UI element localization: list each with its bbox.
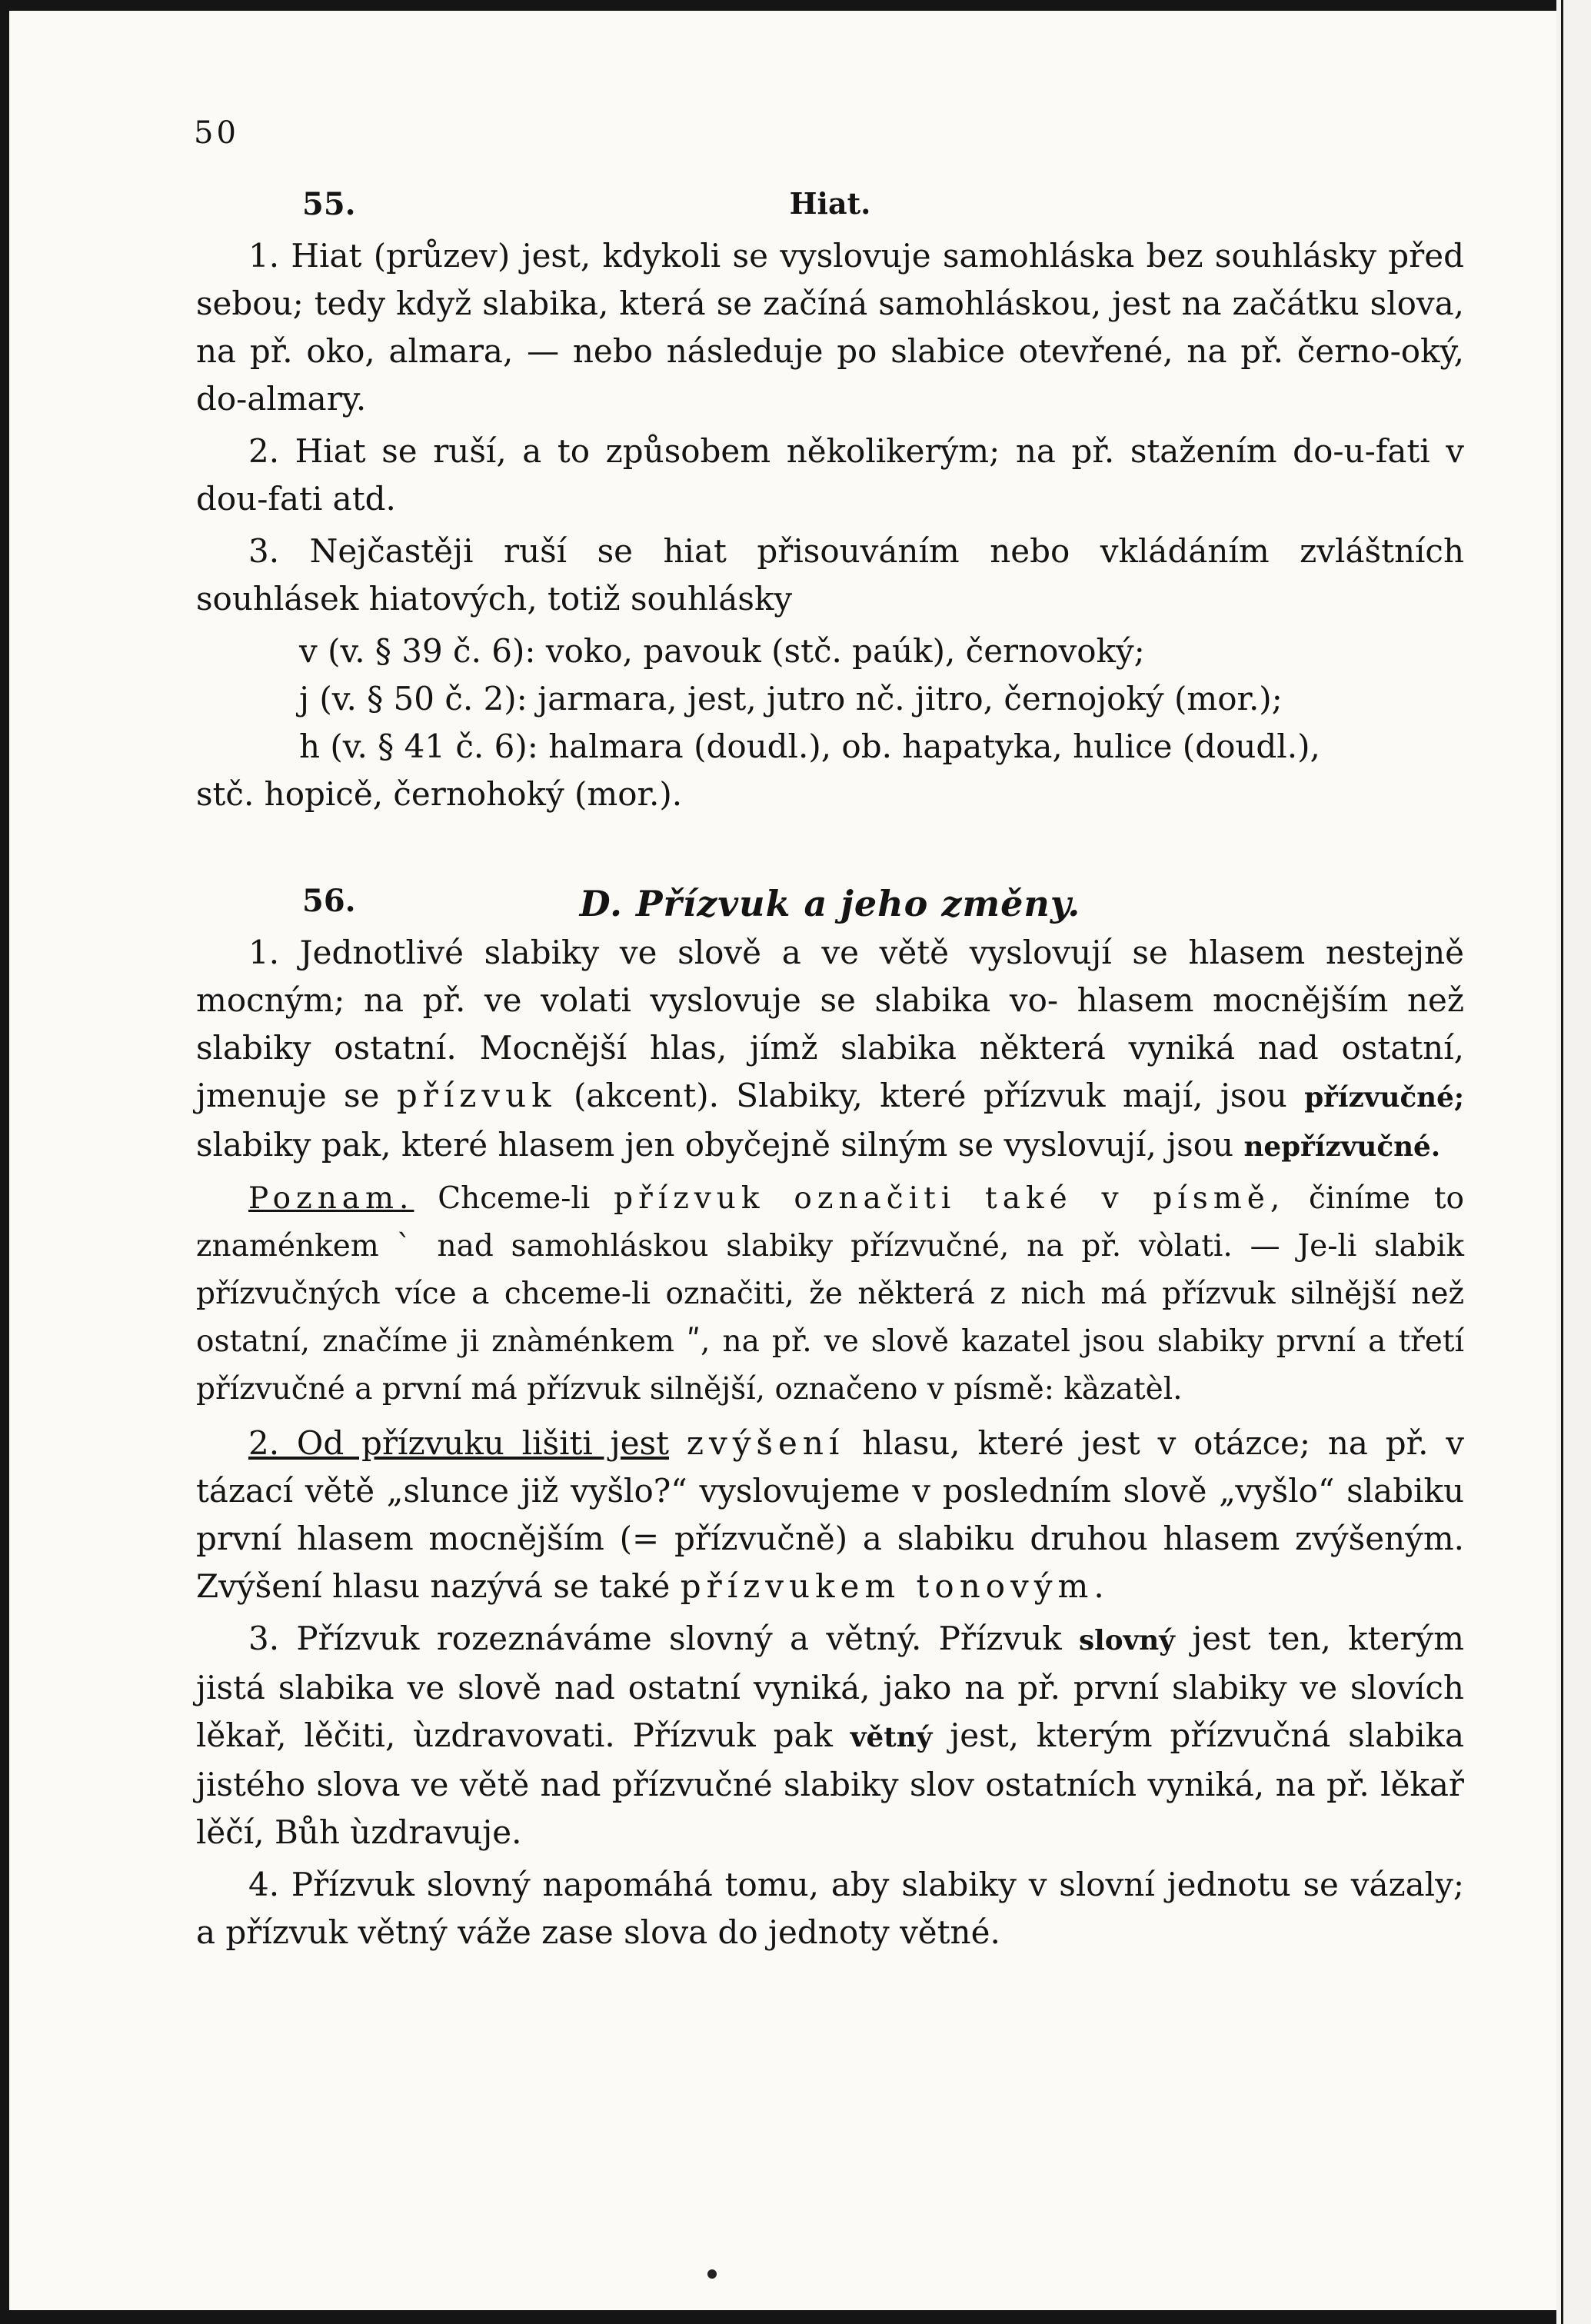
section-55-paragraph-2: 2. Hiat se ruší, a to způsobem několikerým; na př. stažením do-u-fati v dou-fati atd. bbox=[196, 432, 1464, 518]
page-edge bbox=[1556, 0, 1591, 2324]
example-v: v (v. § 39 č. 6): voko, pavouk (stč. paúk), černovoký; bbox=[299, 632, 1145, 670]
section-55 bbox=[196, 186, 1464, 818]
paragraph-3-text-c: jest, kterým přízvučná slabika jistého slova ve větě nad přízvučné slabiky slov ostatních vyniká, na př. lěkař lěčí, Bůh ùzdravuje. bbox=[196, 1716, 1464, 1851]
paragraph-3-text-b: jest ten, kterým jistá slabika ve slově nad ostatní vyniká, jako na př. první slabiky ve slovích lěkař, lěčiti, ùzdravovati. Přízvuk pak bbox=[196, 1620, 1464, 1754]
paragraph-1-text-a: 1. Jednotlivé slabiky ve slově a ve větě vyslovují se hlasem nestejně mocným; na př. ve volati vyslovuje se slabika vo- hlasem mocnějším než slabiky ostatní. Mocnější hlas, jímž slabika některá vyniká nad ostatní, jmenuje se bbox=[196, 934, 1464, 1114]
term-neprizvucne: nepřízvučné. bbox=[1243, 1130, 1441, 1163]
section-55-title: Hiat. bbox=[789, 186, 871, 221]
example-j: j (v. § 50 č. 2): jarmara, jest, jutro nč. jitro, černojoký (mor.); bbox=[299, 680, 1283, 718]
paragraph-2-text-b: hlasu, které jest v otázce; na př. v tázací větě „slunce již vyšlo?“ vyslovujeme v posledním slově „vyšlo“ slabiku první hlasem mocnějším (= přízvučně) a slabiku druhou hlasem zvýšeným. Zvýšení hlasu nazývá se také bbox=[196, 1424, 1464, 1605]
paragraph-1-text-b: (akcent). Slabiky, které přízvuk mají, jsou bbox=[574, 1077, 1287, 1114]
section-55-number: 55. bbox=[302, 186, 356, 222]
section-56-title: D. Přízvuk a jeho změny. bbox=[579, 883, 1081, 924]
paragraph-1-text-c: slabiky pak, které hlasem jen obyčejně silným se vyslovují, jsou bbox=[196, 1126, 1234, 1164]
term-zvyseni: zvýšení bbox=[686, 1424, 845, 1462]
remark-text-a: Chceme-li bbox=[438, 1181, 591, 1216]
example-h: h (v. § 41 č. 6): halmara (doudl.), ob. hapatyka, hulice (doudl.), bbox=[299, 727, 1320, 765]
page-number: 50 bbox=[194, 115, 239, 151]
ink-speck bbox=[707, 2269, 717, 2279]
remark-spaced-text: přízvuk označiti také v písmě, bbox=[614, 1181, 1286, 1216]
remark-label: Poznam. bbox=[248, 1181, 414, 1216]
section-56-heading bbox=[196, 883, 1464, 929]
example-stc: stč. hopicě, černohoký (mor.). bbox=[196, 775, 683, 813]
section-56-paragraph-2 bbox=[196, 1420, 1464, 1610]
section-56-paragraph-3 bbox=[196, 1615, 1464, 1856]
section-55-heading bbox=[196, 186, 1464, 232]
term-slovny: slovný bbox=[1079, 1624, 1175, 1656]
paragraph-2-text-a: 2. Od přízvuku lišiti jest bbox=[248, 1424, 669, 1462]
remark-text-b: činíme to znaménkem ˋ nad samohláskou slabiky přízvučné, na př. vòlati. — Je-li slabik přízvučných více a chceme-li označiti, že některá z nich má přízvuk silnější než ostatní, značíme ji znàménkem ʺ, na př. ve slově kazatel jsou slabiky první a třetí přízvučné a první má přízvuk silnější, označeno v písmě: kȁzatèl. bbox=[196, 1181, 1464, 1407]
section-56-paragraph-1 bbox=[196, 929, 1464, 1170]
term-prizvuk: přízvuk bbox=[396, 1077, 557, 1114]
section-56-number: 56. bbox=[302, 883, 356, 919]
book-page bbox=[9, 11, 1556, 2310]
section-55-paragraph-1: 1. Hiat (průzev) jest, kdykoli se vyslovuje samohláska bez souhlásky před sebou; tedy když slabika, která se začíná samohláskou, jest na začátku slova, na př. oko, almara, — nebo následuje po slabice otevřené, na př. černo-oký, do-almary. bbox=[196, 237, 1464, 418]
section-56 bbox=[196, 883, 1464, 1961]
term-vetny: větný bbox=[850, 1721, 933, 1753]
term-prizvuk-tonovy: přízvukem tonovým. bbox=[680, 1567, 1110, 1605]
paragraph-3-text-a: 3. Přízvuk rozeznáváme slovný a větný. Přízvuk bbox=[248, 1620, 1062, 1657]
remark-note bbox=[196, 1175, 1464, 1413]
term-prizvucne: přízvučné; bbox=[1304, 1081, 1465, 1114]
section-56-paragraph-4: 4. Přízvuk slovný napomáhá tomu, aby slabiky v slovní jednotu se vázaly; a přízvuk větný váže zase slova do jednoty větné. bbox=[196, 1866, 1464, 1951]
section-55-paragraph-3: 3. Nejčastěji ruší se hiat přisouváním nebo vkládáním zvláštních souhlásek hiatových, totiž souhlásky bbox=[196, 532, 1464, 618]
